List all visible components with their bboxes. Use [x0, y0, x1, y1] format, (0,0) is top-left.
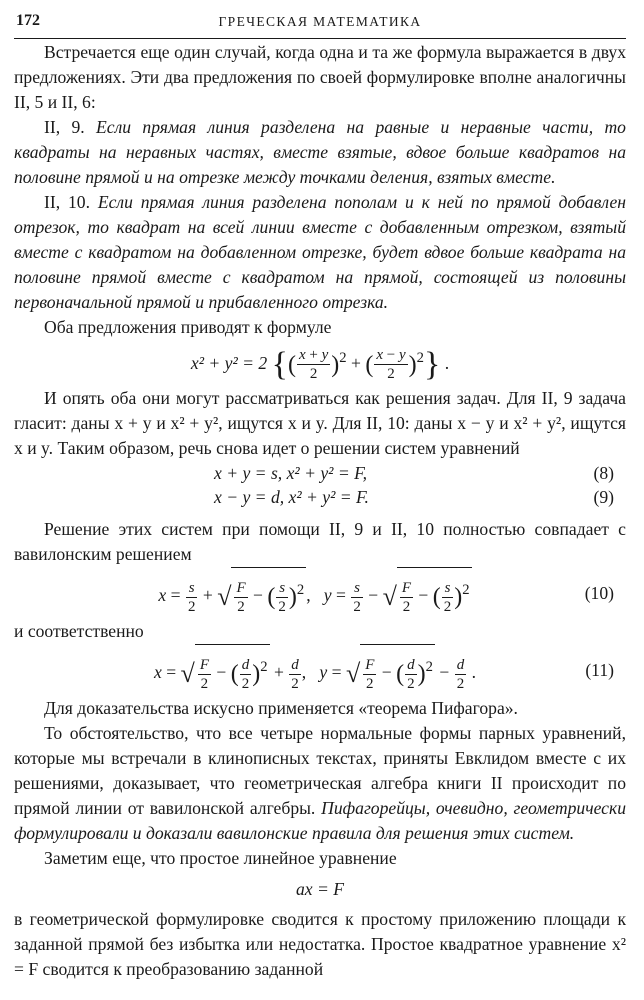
paragraph-respectively: и соответственно	[14, 621, 144, 642]
paragraph-problems: И опять оба они могут рассматриваться как решения задач. Для II, 9 задача гласит: даны x + y и x² + y², ищутся x и y. Для II, 10: даны x − y и x² + y², ищутся x и y. Таким образом, речь снова идет о решении систем уравнений	[14, 388, 626, 459]
equation-8-line: x + y = s, x² + y² = F,	[214, 463, 367, 484]
page-number: 172	[16, 12, 40, 29]
equation-linear	[14, 874, 626, 904]
proposition-ii-10	[14, 190, 626, 315]
proposition-text: Если прямая линия разделена на равные и неравные части, то квадраты на неравных частях, вместе взятые, вдвое больше квадратов на половине прямой и на отрезке между точками деления, взятых вместе.	[14, 117, 626, 187]
equation-9	[14, 485, 626, 509]
proposition-label: II, 10.	[44, 192, 90, 212]
equation-11	[14, 644, 626, 696]
page-header	[14, 8, 626, 32]
equation-8-number: (8)	[593, 463, 614, 484]
proposition-label: II, 9.	[44, 117, 85, 137]
proposition-ii-9	[14, 115, 626, 190]
paragraph-babylonian-plain: То обстоятельство, что все четыре нормальные формы парных уравнений, которые мы встречали в клинописных текстах, приняты Евклидом вместе с их решениями, доказывает, что геометрическая алгебра книги II происходит по прямой линии от вавилонской алгебры.	[14, 723, 626, 819]
equation-11-formula: x = √ $\frac{F}{2}$ − ( $\frac{d}{2}$ )$^2$ + $\frac{d}{2}$ , y = √ $\frac{F}{2}$ − ( $\frac{d}{2}$ )$^2$ − $\frac{d}{2}$ .	[74, 644, 556, 700]
equation-10-formula: x = $\frac{s}{2}$ + √ $\frac{F}{2}$ − ( $\frac{s}{2}$ )$^2$ , y = $\frac{s}{2}$ − √ $\frac{F}{2}$ − ( $\frac{s}{2}$ )$^2$	[74, 567, 556, 623]
paragraph-solution: Решение этих систем при помощи II, 9 и II, 10 полностью совпадает с вавилонским решением	[14, 519, 626, 565]
proposition-text: Если прямая линия разделена пополам и к ней по прямой добавлен отрезок, то квадрат на всей линии вместе с добавленным отрезком, взятый вместе с квадратом на добавленном отрезке, будет вдвое больше квадрата на половине прямой вместе с квадратом на прямой, состоящей из половины первоначальной прямой и прибавленного отрезка.	[14, 192, 626, 312]
paragraph-linear-intro: Заметим еще, что простое линейное уравнение	[44, 848, 397, 869]
paragraph-babylonian	[14, 721, 626, 846]
paragraph-final: в геометрической формулировке сводится к простому приложению площади к заданной прямой без избытка или недостатка. Простое квадратное уравнение x² = F сводится к преобразованию заданной	[14, 909, 626, 980]
page-body	[14, 40, 626, 982]
header-rule	[14, 38, 626, 39]
running-title: ГРЕЧЕСКАЯ МАТЕМАТИКА	[218, 14, 422, 29]
equation-8	[14, 461, 626, 485]
paragraph-pythagoras: Для доказательства искусно применяется «теорема Пифагора».	[44, 698, 518, 719]
paragraph-babylonian-italic: Пифагорейцы, очевидно, геометрически формулировали и доказали вавилонские правила для решения этих систем.	[14, 798, 627, 844]
equation-main: x² + y² = 2 {( $\frac{x + y}{2}$ )$^2$ + ( $\frac{x - y}{2}$ )$^2$} .	[190, 345, 450, 383]
equation-9-line: x − y = d, x² + y² = F.	[214, 487, 369, 508]
equation-11-number: (11)	[585, 660, 614, 681]
paragraph-intro: Встречается еще один случай, когда одна и та же формула выражается в двух предложениях. Эти два предложения по своей формулировке вполне аналогичны II, 5 и II, 6:	[14, 42, 626, 112]
paragraph-formula-intro: Оба предложения приводят к формуле	[44, 317, 332, 337]
equation-linear-text: ax = F	[295, 879, 345, 900]
equation-10	[14, 567, 626, 619]
equation-10-number: (10)	[584, 583, 614, 604]
equation-9-number: (9)	[593, 487, 614, 508]
equation-lhs: x² + y² = 2	[190, 352, 268, 373]
